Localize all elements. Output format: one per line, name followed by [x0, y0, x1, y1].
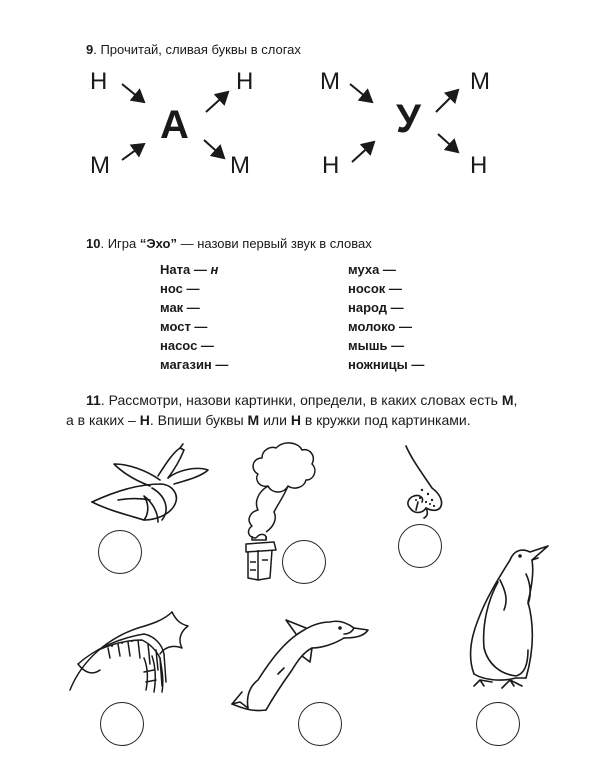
word-right-6: ножницы —: [348, 357, 425, 372]
task-9-text: . Прочитай, сливая буквы в слогах: [93, 42, 301, 57]
answer-circle-nose[interactable]: [398, 524, 442, 568]
group-a-right-top: Н: [236, 68, 254, 95]
task-9-arrows: [0, 0, 605, 200]
task-10-text-post: — назови первый звук в словах: [176, 236, 372, 251]
arrow-icon: [204, 140, 224, 158]
task-10-game: “Эхо”: [139, 236, 177, 251]
group-a-left-top: Н: [90, 68, 108, 95]
group-a-left-bottom: М: [90, 152, 110, 179]
task-10-text-pre: . Игра: [100, 236, 140, 251]
penguin-icon: [460, 540, 555, 692]
task-10-title: [86, 236, 372, 251]
group-u-center: У: [396, 97, 421, 141]
word-right-1: муха —: [348, 262, 396, 277]
word-right-3: народ —: [348, 300, 404, 315]
answer-circle-panpipe[interactable]: [100, 702, 144, 746]
answer-circle-dolphin[interactable]: [298, 702, 342, 746]
group-u-right-bottom: Н: [470, 152, 488, 179]
word-left-6: магазин —: [160, 357, 229, 372]
arrow-icon: [122, 84, 144, 102]
task-10-number: 10: [86, 236, 101, 251]
arrow-icon: [352, 142, 374, 162]
task-11-line-1: 11. Рассмотри, назови картинки, определи, в каких словах есть М,: [86, 392, 518, 408]
word-left-4: мост —: [160, 319, 208, 334]
dolphin-icon: [222, 600, 372, 718]
group-a-right-bottom: М: [230, 152, 250, 179]
task-11-line-2: а в каких – Н. Впиши буквы М или Н в кружки под картинками.: [66, 412, 471, 428]
word-left-3: мак —: [160, 300, 200, 315]
group-u-left-top: М: [320, 68, 340, 95]
word-left-2: нос —: [160, 281, 200, 296]
word-right-5: мышь —: [348, 338, 405, 353]
word-left-5: насос —: [160, 338, 214, 353]
arrow-icon: [206, 92, 228, 112]
word-right-4: молоко —: [348, 319, 412, 334]
word-right-2: носок —: [348, 281, 402, 296]
group-u-left-bottom: Н: [322, 152, 340, 179]
panpipe-icon: [68, 610, 203, 695]
answer-circle-penguin[interactable]: [476, 702, 520, 746]
task-11-number: 11: [86, 392, 101, 408]
banana-icon: [88, 440, 218, 530]
nose-icon: [398, 442, 458, 522]
arrow-icon: [122, 144, 144, 160]
arrow-icon: [436, 90, 458, 112]
task-9-number: 9: [86, 42, 94, 57]
arrow-icon: [350, 84, 372, 102]
answer-example: н: [210, 262, 219, 277]
answer-circle-chimney[interactable]: [282, 540, 326, 584]
group-a-center: А: [160, 103, 189, 147]
word-left-1: Ната — н: [160, 262, 219, 277]
answer-circle-banana[interactable]: [98, 530, 142, 574]
arrow-icon: [438, 134, 458, 152]
group-u-right-top: М: [470, 68, 490, 95]
